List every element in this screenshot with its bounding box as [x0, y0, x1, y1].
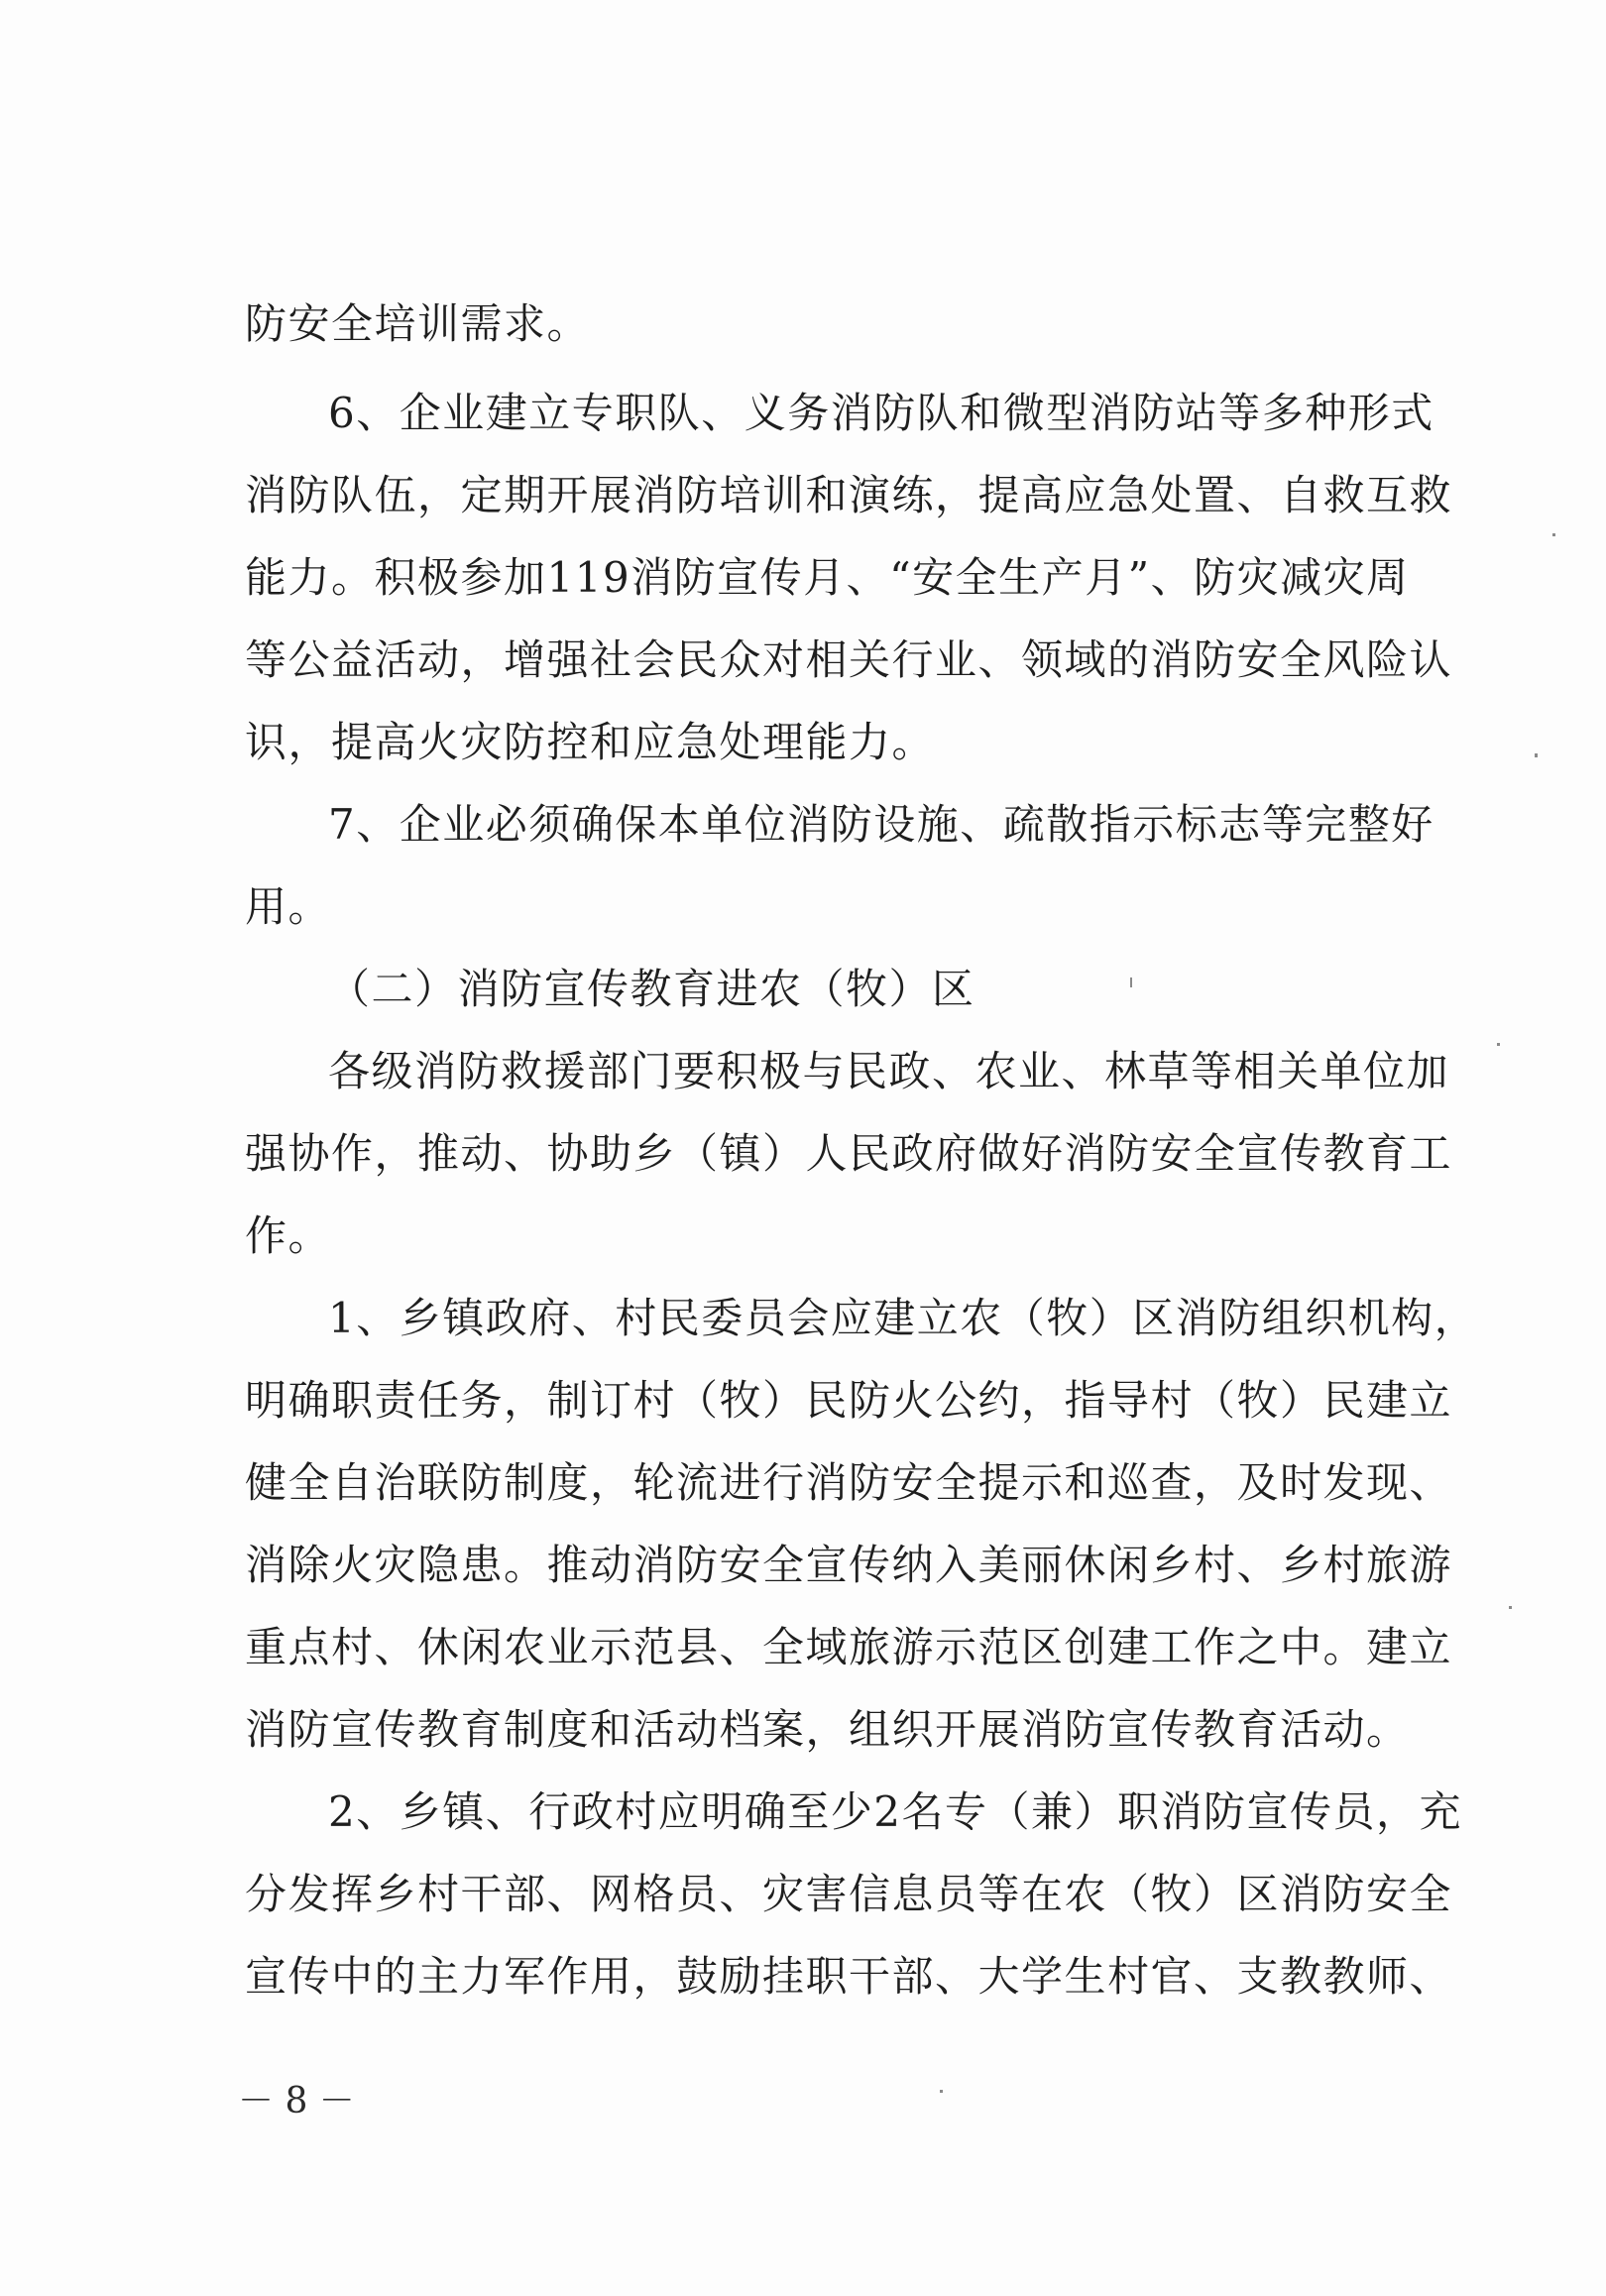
text-line-14: 明确职责任务，制订村（牧）民防火公约，指导村（牧）民建立 — [245, 1376, 1453, 1425]
text-line-15: 健全自治联防制度，轮流进行消防安全提示和巡查，及时发现、 — [245, 1458, 1453, 1507]
scan-speck — [1552, 533, 1555, 536]
text-line-7: 7、企业必须确保本单位消防设施、疏散指示标志等完整好 — [328, 800, 1434, 849]
text-line-12: 作。 — [245, 1211, 332, 1260]
scan-speck — [1535, 753, 1538, 757]
scan-speck — [1497, 1043, 1500, 1046]
scan-speck — [1509, 1606, 1512, 1609]
page-number: － 8 － — [238, 2081, 355, 2122]
text-line-5: 等公益活动，增强社会民众对相关行业、领域的消防安全风险认 — [245, 635, 1453, 684]
text-line-3: 消防队伍，定期开展消防培训和演练，提高应急处置、自救互救 — [245, 471, 1453, 519]
text-line-21: 宣传中的主力军作用，鼓励挂职干部、大学生村官、支教教师、 — [245, 1952, 1453, 2001]
text-line-13: 1、乡镇政府、村民委员会应建立农（牧）区消防组织机构， — [328, 1294, 1478, 1342]
text-line-19: 2、乡镇、行政村应明确至少2名专（兼）职消防宣传员，充 — [328, 1787, 1462, 1836]
scan-speck — [1130, 977, 1132, 987]
text-line-20: 分发挥乡村干部、网格员、灾害信息员等在农（牧）区消防安全 — [245, 1870, 1453, 1918]
text-line-11: 强协作，推动、协助乡（镇）人民政府做好消防安全宣传教育工 — [245, 1129, 1453, 1178]
text-line-6: 识，提高火灾防控和应急处理能力。 — [245, 718, 936, 766]
section-heading: （二）消防宣传教育进农（牧）区 — [328, 965, 975, 1013]
scan-speck — [940, 2090, 943, 2093]
text-line-1: 防安全培训需求。 — [245, 299, 591, 348]
text-line-18: 消防宣传教育制度和活动档案，组织开展消防宣传教育活动。 — [245, 1705, 1410, 1754]
text-line-17: 重点村、休闲农业示范县、全域旅游示范区创建工作之中。建立 — [245, 1623, 1453, 1671]
text-line-2: 6、企业建立专职队、义务消防队和微型消防站等多种形式 — [328, 389, 1434, 437]
text-line-16: 消除火灾隐患。推动消防安全宣传纳入美丽休闲乡村、乡村旅游 — [245, 1541, 1453, 1589]
text-line-4: 能力。积极参加119消防宣传月、“安全生产月”、防灾减灾周 — [245, 553, 1410, 602]
text-line-10: 各级消防救援部门要积极与民政、农业、林草等相关单位加 — [328, 1047, 1450, 1095]
text-line-8: 用。 — [245, 882, 332, 931]
